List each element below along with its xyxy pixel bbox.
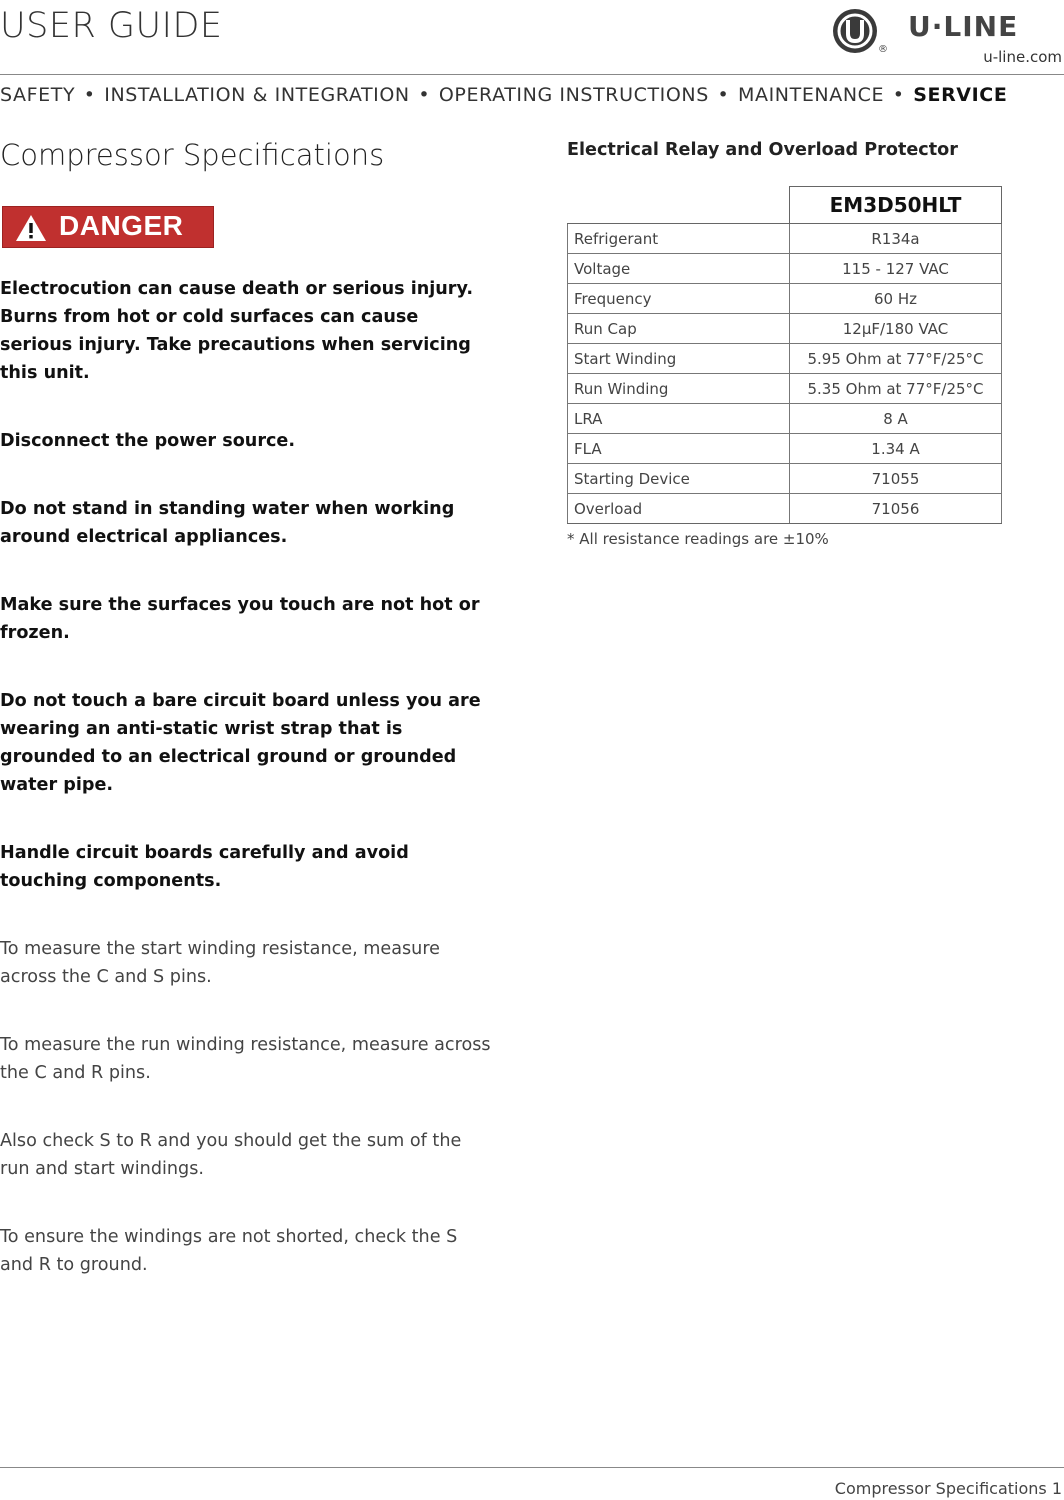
warning-handle-boards: Handle circuit boards carefully and avoid touching components. [0, 843, 409, 891]
spec-label: FLA [568, 434, 790, 464]
spec-label: Refrigerant [568, 224, 790, 254]
resistance-footnote: * All resistance readings are ±10% [567, 530, 829, 548]
nav-separator: • [83, 84, 96, 106]
table-row [568, 374, 1002, 404]
u-line-logo-icon [832, 8, 878, 54]
relay-section-title: Electrical Relay and Overload Protector [567, 140, 958, 160]
warning-triangle-icon [15, 214, 47, 242]
instruction-start-winding: To measure the start winding resistance, measure across the C and S pins. [0, 939, 441, 987]
spec-value: 71055 [790, 464, 1002, 494]
spec-value: 8 A [790, 404, 1002, 434]
spec-table-header [568, 187, 1002, 224]
site-url[interactable]: u-line.com [983, 48, 1062, 66]
warning-standing-water: Do not stand in standing water when working around electrical appliances. [0, 499, 455, 547]
instruction-short-check: To ensure the windings are not shorted, check the S and R to ground. [0, 1227, 458, 1275]
u-line-logo [830, 4, 1064, 66]
nav-item-service[interactable]: SERVICE [913, 84, 1008, 106]
spec-label: Run Winding [568, 374, 790, 404]
spec-label: Overload [568, 494, 790, 524]
spec-label: Frequency [568, 284, 790, 314]
nav-separator: • [717, 84, 730, 106]
spec-header-model: EM3D50HLT [790, 187, 1002, 224]
spec-value: 60 Hz [790, 284, 1002, 314]
instruction-sum-check: Also check S to R and you should get the sum of the run and start windings. [0, 1131, 462, 1179]
warning-disconnect-power: Disconnect the power source. [0, 431, 296, 451]
nav-item-maintenance[interactable]: MAINTENANCE [738, 84, 885, 106]
spec-label: Voltage [568, 254, 790, 284]
danger-banner [2, 206, 214, 248]
warning-circuit-board: Do not touch a bare circuit board unless you are wearing an anti-static wrist strap that is grounded to an electrical ground or grounded water pipe. [0, 691, 481, 795]
spec-value: 5.35 Ohm at 77°F/25°C [790, 374, 1002, 404]
section-nav [0, 84, 1007, 106]
table-row [568, 254, 1002, 284]
spec-value: 71056 [790, 494, 1002, 524]
page-footer: Compressor Specifications 1 [834, 1479, 1062, 1498]
table-row [568, 464, 1002, 494]
spec-label: Run Cap [568, 314, 790, 344]
warning-electrocution: Electrocution can cause death or serious injury. Burns from hot or cold surfaces can cause serious injury. Take precautions when servicing this unit. [0, 279, 474, 383]
spec-label: LRA [568, 404, 790, 434]
section-title: Compressor Specifications [0, 138, 385, 172]
spec-label: Start Winding [568, 344, 790, 374]
spec-value: 12μF/180 VAC [790, 314, 1002, 344]
table-row [568, 404, 1002, 434]
guide-title: USER GUIDE [0, 6, 223, 46]
table-row [568, 224, 1002, 254]
registered-mark: ® [878, 44, 888, 55]
table-row [568, 344, 1002, 374]
spec-value: 1.34 A [790, 434, 1002, 464]
spec-value: R134a [790, 224, 1002, 254]
nav-item-installation[interactable]: INSTALLATION & INTEGRATION [104, 84, 410, 106]
footer-divider [0, 1467, 1064, 1468]
warning-surfaces: Make sure the surfaces you touch are not hot or frozen. [0, 595, 480, 643]
logo-wordmark: U·LINE [908, 10, 1019, 43]
table-row [568, 494, 1002, 524]
spec-table [567, 186, 1002, 524]
nav-item-safety[interactable]: SAFETY [0, 84, 76, 106]
spec-label: Starting Device [568, 464, 790, 494]
table-row [568, 314, 1002, 344]
instruction-run-winding: To measure the run winding resistance, measure across the C and R pins. [0, 1035, 491, 1083]
spec-header-blank [568, 187, 790, 224]
nav-item-operating[interactable]: OPERATING INSTRUCTIONS [438, 84, 709, 106]
header-divider [0, 74, 1064, 75]
nav-separator: • [892, 84, 905, 106]
danger-label: DANGER [59, 210, 184, 241]
table-row [568, 284, 1002, 314]
spec-value: 5.95 Ohm at 77°F/25°C [790, 344, 1002, 374]
table-row [568, 434, 1002, 464]
nav-separator: • [418, 84, 431, 106]
spec-value: 115 - 127 VAC [790, 254, 1002, 284]
